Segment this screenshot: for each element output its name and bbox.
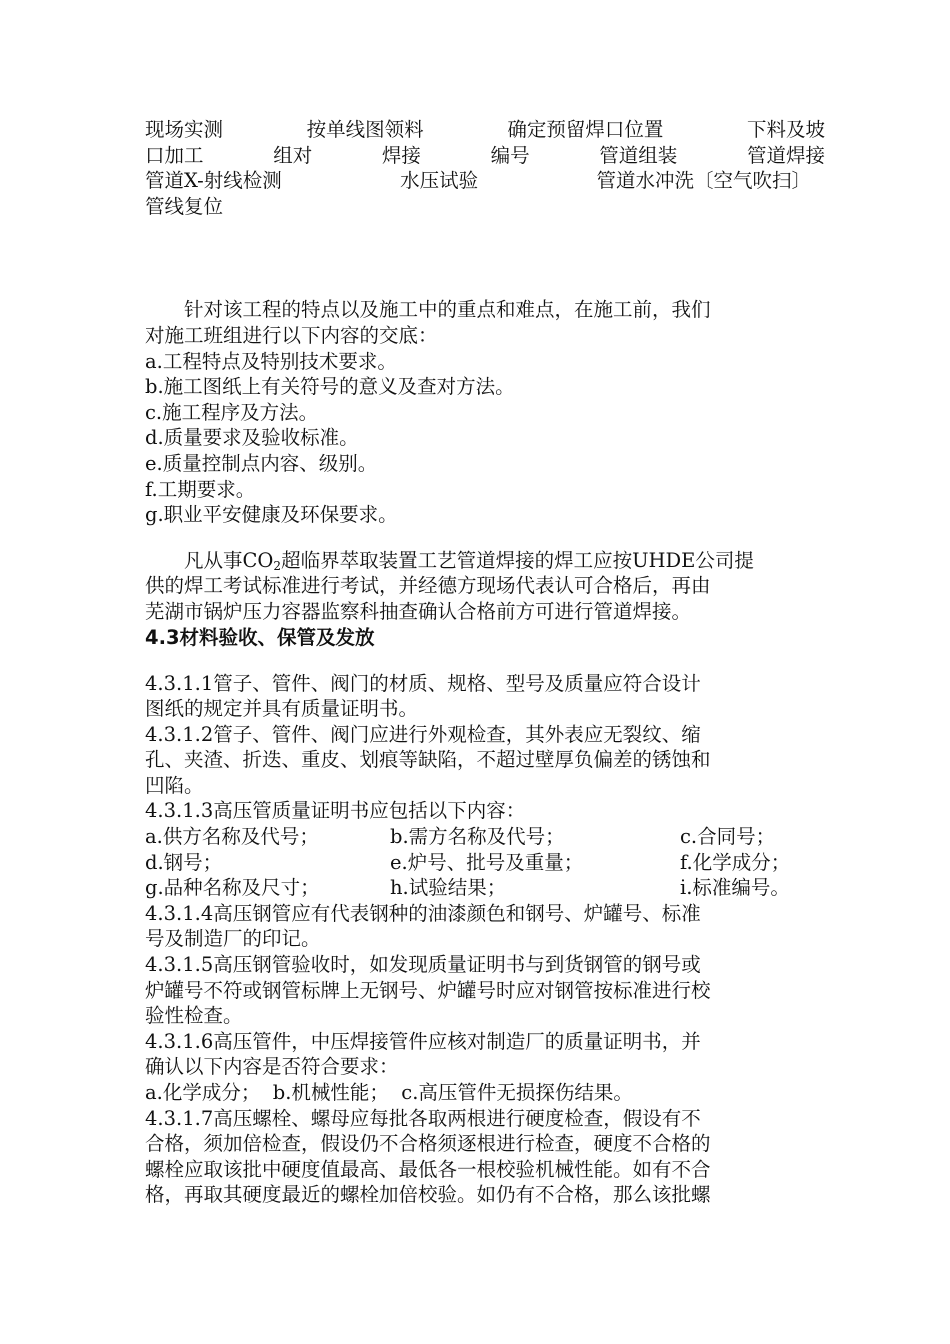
briefing-item: e.质量控制点内容、级别。 xyxy=(145,451,378,475)
clause-line: 合格，须加倍检查，假设仍不合格须逐根进行检查，硬度不合格的 xyxy=(145,1132,711,1156)
welder-paragraph: 供的焊工考试标准进行考试，并经德方现场代表认可合格后，再由 xyxy=(145,574,711,598)
clause-line: 4.3.1.2管子、管件、阀门应进行外观检查，其外表应无裂纹、缩 xyxy=(145,722,701,746)
cert-item: d.钢号； xyxy=(145,850,223,874)
flow-step: 管道X-射线检测 xyxy=(145,169,282,193)
clause-line: 验性检查。 xyxy=(145,1004,243,1028)
clause-line: 4.3.1.5高压钢管验收时，如发现质量证明书与到货钢管的钢号或 xyxy=(145,953,701,977)
flow-step: 组对 xyxy=(273,143,313,167)
cert-row xyxy=(145,850,825,876)
cert-item: c.合同号； xyxy=(680,825,776,849)
briefing-item: g.职业平安健康及环保要求。 xyxy=(145,503,398,527)
flow-step: 焊接 xyxy=(381,143,421,167)
clause-line: 4.3.1.6高压管件，中压焊接管件应核对制造厂的质量证明书，并 xyxy=(145,1029,701,1053)
briefing-intro: 对施工班组进行以下内容的交底： xyxy=(145,323,438,347)
cert-item: h.试验结果； xyxy=(390,876,507,900)
clause-line: 凹陷。 xyxy=(145,773,204,797)
flow-row-4: 管线复位 xyxy=(145,194,224,218)
flow-step: 口加工 xyxy=(145,143,204,167)
cert-item: i.标准编号。 xyxy=(680,876,790,900)
flow-step: 下料及坡 xyxy=(746,118,825,141)
flow-step: 管道组装 xyxy=(599,143,678,167)
clause-line: 格，再取其硬度最近的螺栓加倍校验。如仍有不合格，那么该批螺 xyxy=(145,1183,711,1207)
welder-paragraph xyxy=(145,548,825,574)
welder-text: 超临界萃取装置工艺管道焊接的焊工应按UHDE公司提 xyxy=(281,548,754,572)
cert-row xyxy=(145,875,825,901)
clause-line: 确认以下内容是否符合要求： xyxy=(145,1055,399,1079)
clause-line: 孔、夹渣、折迭、重皮、划痕等缺陷，不超过壁厚负偏差的锈蚀和 xyxy=(145,748,711,772)
flow-step: 编号 xyxy=(490,143,530,167)
cert-item: f.化学成分； xyxy=(680,850,791,874)
clause-line: 螺栓应取该批中硬度值最高、最低各一根校验机械性能。如有不合 xyxy=(145,1157,711,1181)
cert-item: a.供方名称及代号； xyxy=(145,825,319,849)
flow-step: 管道水冲洗〔空气吹扫〕 xyxy=(596,169,811,193)
clause-line: 图纸的规定并具有质量证明书。 xyxy=(145,697,419,721)
clause-line: 4.3.1.4高压钢管应有代表钢种的油漆颜色和钢号、炉罐号、标准 xyxy=(145,901,701,925)
clause-line: 4.3.1.3高压管质量证明书应包括以下内容： xyxy=(145,799,526,823)
briefing-item: a.工程特点及特别技术要求。 xyxy=(145,349,397,373)
welder-paragraph: 芜湖市锅炉压力容器监察科抽查确认合格前方可进行管道焊接。 xyxy=(145,599,692,623)
flow-row-1 xyxy=(145,117,825,143)
subscript: 2 xyxy=(273,558,282,573)
briefing-intro: 针对该工程的特点以及施工中的重点和难点，在施工前，我们 xyxy=(184,298,711,322)
briefing-item: d.质量要求及验收标准。 xyxy=(145,426,359,450)
clause-line: 号及制造厂的印记。 xyxy=(145,927,321,951)
flow-step: 按单线图领料 xyxy=(306,118,424,141)
clause-line: 4.3.1.1管子、管件、阀门的材质、规格、型号及质量应符合设计 xyxy=(145,671,701,695)
flow-row-3 xyxy=(145,168,825,194)
flow-step: 水压试验 xyxy=(400,169,479,193)
welder-text: 凡从事CO xyxy=(184,548,274,572)
briefing-item: f.工期要求。 xyxy=(145,477,256,501)
flow-step: 现场实测 xyxy=(145,118,224,141)
cert-item: g.品种名称及尺寸； xyxy=(145,876,320,900)
clause-line: a.化学成分； b.机械性能； c.高压管件无损探伤结果。 xyxy=(145,1081,633,1104)
clause-line: 4.3.1.7高压螺栓、螺母应每批各取两根进行硬度检查，假设有不 xyxy=(145,1106,701,1130)
briefing-item: b.施工图纸上有关符号的意义及查对方法。 xyxy=(145,375,515,399)
section-heading: 4.3材料验收、保管及发放 xyxy=(145,625,375,649)
flow-step: 管道焊接 xyxy=(746,143,825,167)
cert-row xyxy=(145,824,825,850)
flow-row-2 xyxy=(145,143,825,169)
document-body xyxy=(145,117,825,1208)
cert-item: b.需方名称及代号； xyxy=(390,825,565,849)
clause-line: 炉罐号不符或钢管标牌上无钢号、炉罐号时应对钢管按标准进行校 xyxy=(145,978,711,1002)
cert-item: e.炉号、批号及重量； xyxy=(390,850,584,874)
briefing-item: c.施工程序及方法。 xyxy=(145,400,319,424)
flow-step: 确定预留焊口位置 xyxy=(507,118,664,141)
